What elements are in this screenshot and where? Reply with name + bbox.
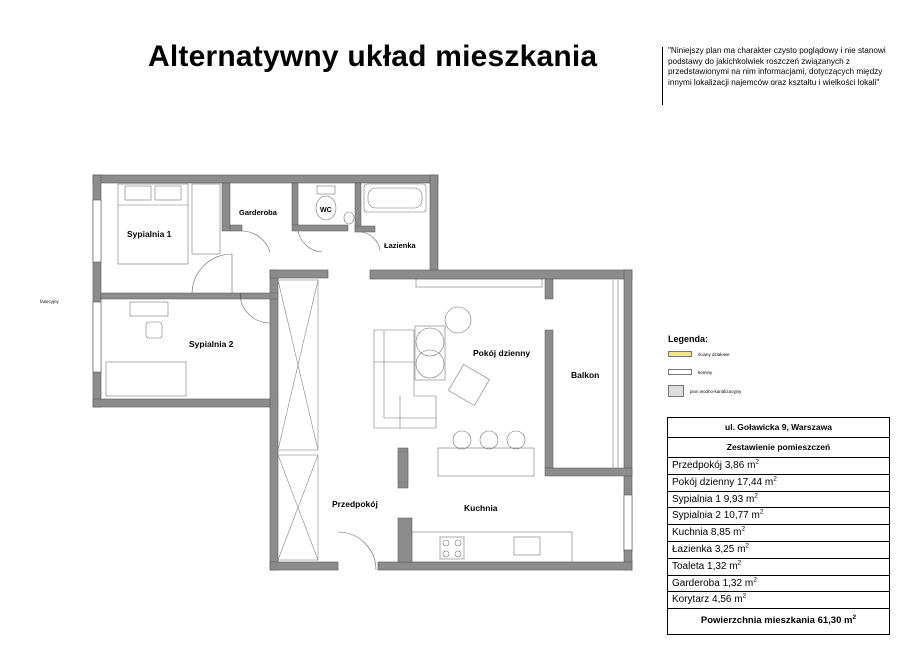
legend-item-chimneys [668, 369, 712, 375]
room-area: 10,77 [723, 510, 749, 522]
room-name: Przedpokój [672, 460, 723, 471]
table-row [668, 559, 889, 576]
wall-bottom-hall [270, 562, 338, 570]
side-note: fasecyjny [40, 299, 59, 304]
legend-label: pion wodno-kanalizacyjny [690, 388, 742, 394]
wall-garderoba-right [292, 183, 298, 225]
chimney-swatch-icon [668, 369, 692, 375]
room-name: Sypialnia 2 [672, 510, 721, 522]
wall-balcony-left [545, 279, 553, 299]
table-address: ul. Goławicka 9, Warszawa [668, 418, 889, 438]
total-unit-sup: 2 [852, 614, 857, 622]
wall-balcony-bottom [545, 468, 632, 476]
label-przedpokoj: Przedpokój [332, 499, 378, 509]
disclaimer-text: "Niniejszy plan ma charakter czysto poglądowy i nie stanowi podstawy do jakichkolwiek roszczeń związanych z przedstawionymi na nim informacjami, dotyczących między innymi lokalizacji najemców oraz kształtu i wielkości lokali" [668, 46, 886, 87]
room-area: 9,93 [723, 493, 744, 505]
label-balkon: Balkon [571, 370, 600, 380]
kitchen-sink [514, 537, 540, 555]
room-unit: m [734, 594, 743, 606]
wardrobe-bed1 [192, 184, 220, 254]
window-bedroom1 [93, 200, 101, 262]
room-unit: m [745, 493, 755, 505]
washbasin [344, 212, 354, 224]
legend-title: Legenda: [668, 334, 709, 344]
wall-bed2-hall [241, 293, 278, 299]
room-unit-sup: 2 [754, 492, 758, 500]
room-unit: m [737, 543, 746, 555]
kitchen-counter [412, 532, 572, 562]
room-area: 1,32 [707, 560, 727, 572]
room-unit: m [744, 577, 754, 589]
wall-bath-bottom [355, 226, 375, 232]
total-unit: m [844, 615, 853, 627]
window-bedroom2 [93, 302, 101, 372]
corridor-wardrobe [278, 280, 318, 560]
page-title: Alternatywny układ mieszkania [148, 40, 598, 73]
room-name: Kuchnia [672, 527, 709, 539]
room-unit: m [729, 560, 738, 572]
wall-left-hall [270, 270, 278, 570]
label-sypialnia2: Sypialnia 2 [189, 339, 234, 349]
door-bed1 [192, 254, 232, 294]
room-name: Korytarz [672, 594, 710, 606]
wall-bed1-bed2 [101, 293, 241, 299]
total-label: Powierzchnia mieszkania [700, 615, 815, 627]
table-row [668, 492, 889, 509]
table-row [668, 458, 889, 475]
table-row [668, 475, 889, 492]
room-area: 8,85 [710, 527, 731, 539]
wall-right-bath [430, 175, 438, 278]
wall-top-living [370, 270, 632, 279]
armchair [449, 365, 490, 406]
door-entry [338, 532, 376, 570]
table-row [668, 542, 889, 559]
wall-wc-bottom [292, 225, 348, 231]
room-unit: m [764, 476, 774, 488]
room-unit-sup: 2 [755, 458, 760, 466]
living-shelf [416, 279, 542, 287]
wall-kitchen-pillar-bottom [398, 518, 412, 562]
label-wc: WC [320, 207, 332, 214]
door-garderoba [242, 231, 270, 252]
room-table [667, 417, 890, 635]
wall-garderoba-left [222, 183, 230, 231]
wall-bottom-right [378, 562, 632, 570]
table-heading: Zestawienie pomieszczeń [668, 438, 889, 458]
total-value: 61,30 [817, 615, 842, 627]
wall-top-left [93, 175, 438, 183]
label-garderoba: Garderoba [239, 208, 277, 217]
legend-item-partitions [668, 351, 730, 357]
room-area: 3,86 [724, 460, 745, 471]
room-unit-sup: 2 [742, 593, 747, 601]
wall-garderoba-bottom [230, 225, 242, 231]
door-bath [361, 232, 380, 250]
lamp-table [445, 307, 471, 333]
wall-hall-top [270, 270, 328, 278]
table-row [668, 508, 889, 525]
door-wc [298, 231, 322, 252]
room-area: 1,32 [722, 577, 743, 589]
window-balcony [624, 495, 632, 550]
room-unit-sup: 2 [759, 509, 764, 517]
room-area: 17,44 [737, 476, 763, 488]
room-unit-sup: 2 [745, 542, 750, 550]
bed2 [106, 362, 186, 396]
balcony-railing [613, 280, 618, 468]
coffee-table [415, 326, 445, 380]
desk [130, 302, 168, 316]
wall-wc-bath [355, 183, 361, 230]
kitchen-island [438, 448, 534, 476]
table-total [668, 609, 889, 634]
label-kuchnia: Kuchnia [464, 503, 498, 513]
room-name: Toaleta [672, 560, 705, 572]
room-name: Łazienka [672, 543, 713, 555]
room-area: 3,25 [714, 543, 735, 555]
room-unit: m [751, 510, 760, 522]
bed [118, 184, 188, 264]
room-unit-sup: 2 [753, 576, 757, 584]
room-name: Sypialnia 1 [672, 493, 724, 505]
label-lazienka: Łazienka [384, 241, 416, 250]
table-row [668, 525, 889, 542]
room-unit: m [733, 527, 742, 539]
room-unit: m [747, 460, 756, 471]
table-row [668, 592, 889, 609]
label-sypialnia1: Sypialnia 1 [127, 229, 172, 239]
desk-chair [146, 322, 162, 338]
room-area: 4,56 [712, 594, 732, 606]
water-pipe-icon [668, 385, 684, 397]
room-name: Garderoba [672, 577, 720, 589]
legend-label: ściany działowe [698, 351, 730, 357]
wall-balcony-inner [545, 330, 553, 468]
room-unit-sup: 2 [773, 475, 777, 483]
legend-label: kominy [698, 369, 713, 375]
room-unit-sup: 2 [741, 525, 746, 533]
table-row [668, 576, 889, 593]
legend-item-water-pipe [668, 385, 741, 397]
label-pokoj-dzienny: Pokój dzienny [473, 348, 531, 358]
wall-bottom-left [93, 399, 278, 407]
room-name: Pokój dzienny [672, 476, 735, 488]
room-unit-sup: 2 [737, 559, 742, 567]
partition-swatch-icon [668, 351, 692, 357]
sofa [374, 330, 436, 428]
